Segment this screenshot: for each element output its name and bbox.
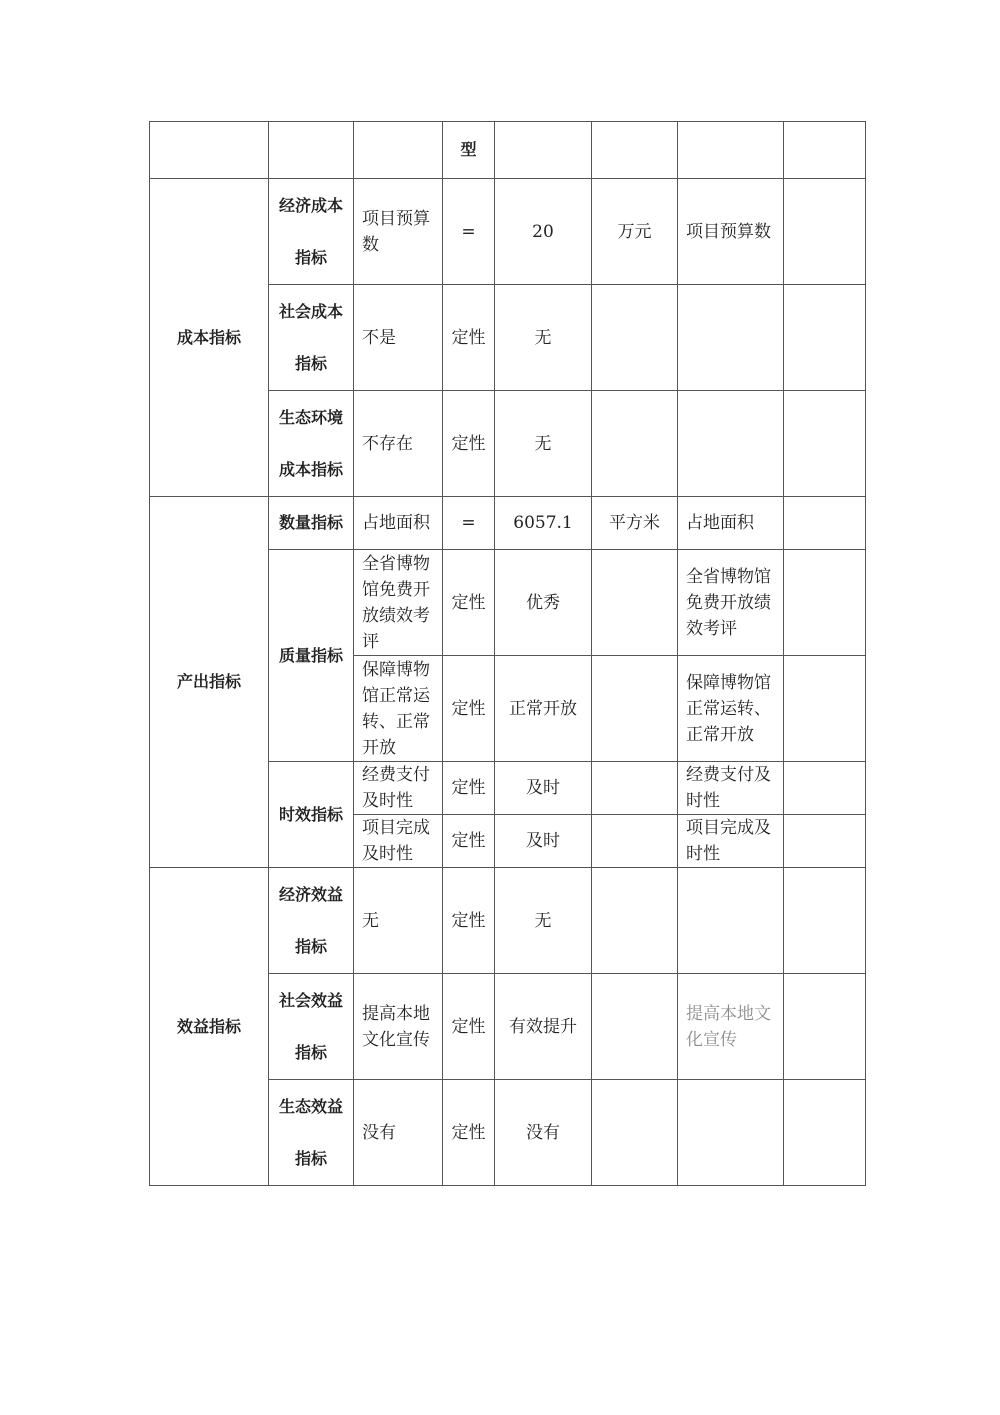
sub-indicator: 社会效益 指标: [269, 974, 354, 1080]
indicator-value: 及时: [495, 815, 592, 868]
indicator-unit: 万元: [592, 179, 678, 285]
indicator-value: 6057.1: [495, 497, 592, 550]
indicator-operator: 定性: [443, 1080, 495, 1186]
indicator-operator: 定性: [443, 550, 495, 656]
indicator-note: [678, 1080, 784, 1186]
sub-indicator: 生态效益 指标: [269, 1080, 354, 1186]
header-cell-5: [495, 122, 592, 179]
indicator-name: 全省博物馆免费开放绩效考评: [354, 550, 443, 656]
indicator-operator: 定性: [443, 391, 495, 497]
empty-cell: [784, 974, 866, 1080]
indicator-note: 经费支付及时性: [678, 762, 784, 815]
sub-indicator: 经济效益 指标: [269, 868, 354, 974]
sub-indicator: 社会成本 指标: [269, 285, 354, 391]
indicator-note: [678, 868, 784, 974]
indicator-name: 项目预算数: [354, 179, 443, 285]
indicator-unit: [592, 656, 678, 762]
header-cell-3: [354, 122, 443, 179]
performance-indicator-table: [149, 121, 866, 1186]
indicator-note: 占地面积: [678, 497, 784, 550]
table-row: [150, 179, 866, 285]
group-cost-indicator: 成本指标: [150, 179, 269, 497]
header-cell-8: [784, 122, 866, 179]
indicator-operator: 定性: [443, 285, 495, 391]
indicator-unit: [592, 762, 678, 815]
empty-cell: [784, 656, 866, 762]
indicator-operator: 定性: [443, 656, 495, 762]
indicator-note: 项目预算数: [678, 179, 784, 285]
indicator-value: 无: [495, 391, 592, 497]
indicator-value: 优秀: [495, 550, 592, 656]
indicator-operator: 定性: [443, 815, 495, 868]
indicator-operator: 定性: [443, 762, 495, 815]
indicator-unit: [592, 550, 678, 656]
empty-cell: [784, 497, 866, 550]
indicator-note: 全省博物馆免费开放绩效考评: [678, 550, 784, 656]
indicator-operator: =: [443, 179, 495, 285]
sub-indicator: 生态环境 成本指标: [269, 391, 354, 497]
indicator-name: 项目完成及时性: [354, 815, 443, 868]
indicator-unit: [592, 391, 678, 497]
empty-cell: [784, 179, 866, 285]
indicator-value: 正常开放: [495, 656, 592, 762]
indicator-unit: [592, 815, 678, 868]
empty-cell: [784, 868, 866, 974]
sub-indicator: 经济成本 指标: [269, 179, 354, 285]
indicator-note: 提高本地文化宣传: [678, 974, 784, 1080]
indicator-name: 经费支付及时性: [354, 762, 443, 815]
table-row: [150, 868, 866, 974]
header-cell-1: [150, 122, 269, 179]
indicator-unit: [592, 974, 678, 1080]
indicator-unit: 平方米: [592, 497, 678, 550]
indicator-name: 不是: [354, 285, 443, 391]
empty-cell: [784, 550, 866, 656]
indicator-value: 没有: [495, 1080, 592, 1186]
indicator-value: 20: [495, 179, 592, 285]
indicator-unit: [592, 1080, 678, 1186]
header-cell-2: [269, 122, 354, 179]
indicator-name: 无: [354, 868, 443, 974]
indicator-value: 有效提升: [495, 974, 592, 1080]
sub-indicator: 质量指标: [269, 550, 354, 762]
table-row: [150, 497, 866, 550]
empty-cell: [784, 815, 866, 868]
indicator-operator: =: [443, 497, 495, 550]
sub-indicator: 时效指标: [269, 762, 354, 868]
indicator-name: 占地面积: [354, 497, 443, 550]
indicator-unit: [592, 868, 678, 974]
indicator-name: 没有: [354, 1080, 443, 1186]
group-benefit-indicator: 效益指标: [150, 868, 269, 1186]
header-cell-7: [678, 122, 784, 179]
group-output-indicator: 产出指标: [150, 497, 269, 868]
empty-cell: [784, 762, 866, 815]
indicator-note: [678, 391, 784, 497]
empty-cell: [784, 285, 866, 391]
indicator-name: 保障博物馆正常运转、正常开放: [354, 656, 443, 762]
sub-indicator: 数量指标: [269, 497, 354, 550]
indicator-unit: [592, 285, 678, 391]
indicator-value: 及时: [495, 762, 592, 815]
indicator-note: 保障博物馆正常运转、正常开放: [678, 656, 784, 762]
indicator-note: [678, 285, 784, 391]
indicator-operator: 定性: [443, 868, 495, 974]
indicator-note: 项目完成及时性: [678, 815, 784, 868]
empty-cell: [784, 1080, 866, 1186]
header-cell-type: 型: [443, 122, 495, 179]
indicator-name: 不存在: [354, 391, 443, 497]
indicator-operator: 定性: [443, 974, 495, 1080]
header-cell-6: [592, 122, 678, 179]
indicator-name: 提高本地文化宣传: [354, 974, 443, 1080]
indicator-value: 无: [495, 285, 592, 391]
header-row: [150, 122, 866, 179]
indicator-value: 无: [495, 868, 592, 974]
empty-cell: [784, 391, 866, 497]
